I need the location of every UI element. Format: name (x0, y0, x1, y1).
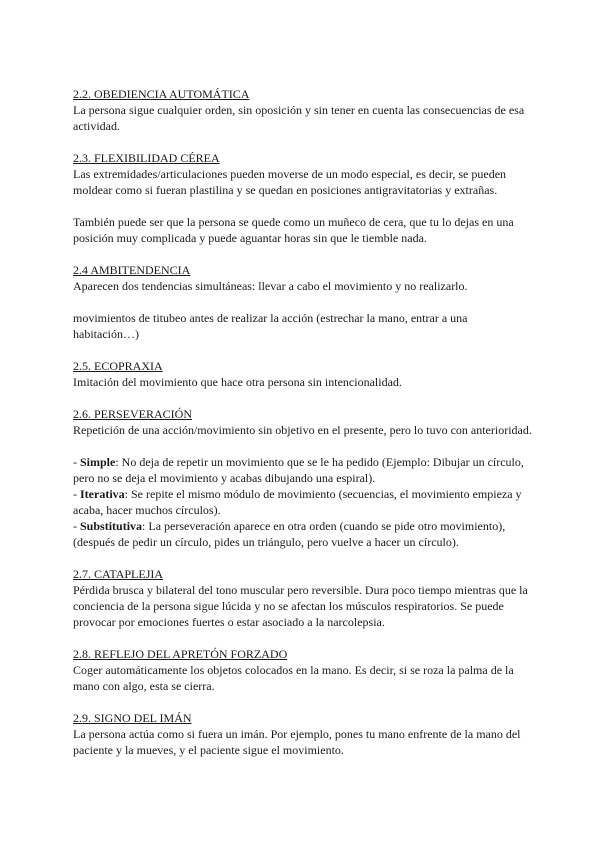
document-page (73, 86, 533, 774)
section-perseveracion (73, 406, 533, 550)
list-text: : La perseveración aparece en otra orden (cuando se pide otro movimiento), (después de pedir un círculo, pides un triángulo, pero vuelve a hacer un círculo). (73, 519, 506, 549)
section-ambitendencia (73, 262, 533, 342)
section-heading: 2.2. OBEDIENCIA AUTOMÁTICA (73, 87, 250, 101)
section-heading: 2.4 AMBITENDENCIA (73, 263, 191, 277)
section-cataplejia (73, 566, 533, 630)
section-body: Aparecen dos tendencias simultáneas: llevar a cabo el movimiento y no realizarlo. (73, 279, 468, 293)
section-body-extra: También puede ser que la persona se quede como un muñeco de cera, que tu lo dejas en una posición muy complicada y puede aguantar horas sin que le tiemble nada. (73, 215, 514, 245)
section-body: La persona sigue cualquier orden, sin oposición y sin tener en cuenta las consecuencias de esa actividad. (73, 103, 525, 133)
list-dash: - (73, 455, 80, 469)
list-dash: - (73, 519, 80, 533)
section-body: Pérdida brusca y bilateral del tono muscular pero reversible. Dura poco tiempo mientras que la conciencia de la persona sigue lúcida y no se afectan los músculos respiratorios. Se puede provocar por emociones fuertes o estar asociado a la narcolepsia. (73, 583, 528, 629)
section-body: Coger automáticamente los objetos colocados en la mano. Es decir, si se roza la palma de la mano con algo, esta se cierra. (73, 663, 514, 693)
section-body: La persona actúa como si fuera un imán. Por ejemplo, pones tu mano enfrente de la mano del paciente y la mueves, y el paciente sigue el movimiento. (73, 727, 521, 757)
list-term: Substitutiva (80, 519, 143, 533)
list-dash: - (73, 487, 80, 501)
list-item-substitutiva (73, 518, 533, 550)
section-body: Imitación del movimiento que hace otra persona sin intencionalidad. (73, 375, 402, 389)
list-text: : No deja de repetir un movimiento que se le ha pedido (Ejemplo: Dibujar un círculo, pero no se deja el movimiento y acabas dibujando una espiral). (73, 455, 524, 485)
section-heading: 2.3. FLEXIBILIDAD CÉREA (73, 151, 220, 165)
section-heading: 2.9. SIGNO DEL IMÁN (73, 711, 192, 725)
list-text: : Se repite el mismo módulo de movimiento (secuencias, el movimiento empieza y acaba, hacer muchos círculos). (73, 487, 522, 517)
list-term: Simple (80, 455, 116, 469)
section-ecopraxia (73, 358, 533, 390)
section-body: Las extremidades/articulaciones pueden moverse de un modo especial, es decir, se pueden moldear como si fueran plastilina y se quedan en posiciones antigravitatorias y extrañas. (73, 167, 507, 197)
section-signo-iman (73, 710, 533, 758)
section-body-extra: movimientos de titubeo antes de realizar la acción (estrechar la mano, entrar a una habitación…) (73, 311, 468, 341)
section-flexibilidad (73, 150, 533, 246)
section-heading: 2.7. CATAPLEJIA (73, 567, 164, 581)
list-item-simple (73, 454, 533, 486)
section-heading: 2.5. ECOPRAXIA (73, 359, 163, 373)
section-heading: 2.6. PERSEVERACIÓN (73, 407, 193, 421)
section-obediencia (73, 86, 533, 134)
section-heading: 2.8. REFLEJO DEL APRETÓN FORZADO (73, 647, 288, 661)
list-term: Iterativa (80, 487, 125, 501)
section-body: Repetición de una acción/movimiento sin objetivo en el presente, pero lo tuvo con anterioridad. (73, 423, 532, 437)
list-item-iterativa (73, 486, 533, 518)
section-reflejo-apreton (73, 646, 533, 694)
